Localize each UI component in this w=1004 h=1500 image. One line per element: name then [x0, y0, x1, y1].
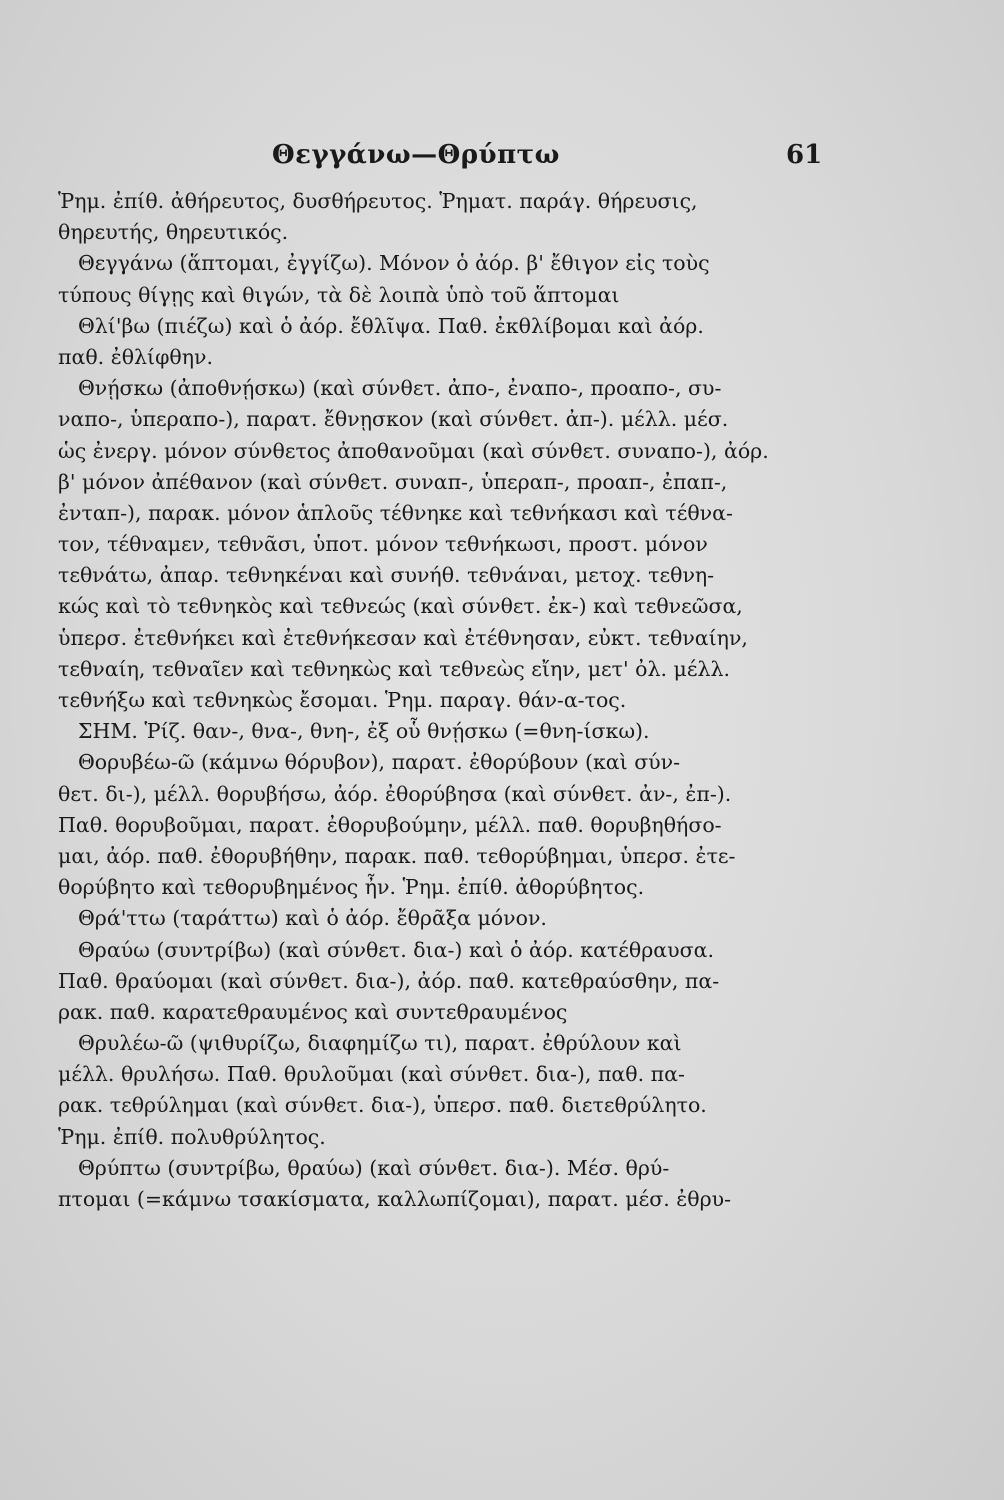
text-line: ρακ. παθ. καρατεθραυμένος καὶ συντεθραυμένος [58, 999, 568, 1024]
text-line: ἐνταπ-), παρακ. μόνον ἁπλοῦς τέθνηκε καὶ τεθνήκασι καὶ τέθνα- [58, 500, 733, 525]
text-line: ΣΗΜ. Ῥίζ. θαν-, θνα-, θνη-, ἐξ οὗ θνῄσκω (=θνη-ίσκω). [78, 719, 650, 744]
text-line: τεθνάτω, ἀπαρ. τεθνηκέναι καὶ συνήθ. τεθνάναι, μετοχ. τεθνη- [58, 563, 715, 588]
text-line: Θρά'ττω (ταράττω) καὶ ὁ ἀόρ. ἔθρᾶξα μόνον. [78, 906, 547, 931]
text-line: Ῥημ. ἐπίθ. ἀθήρευτος, δυσθήρευτος. Ῥηματ. παράγ. θήρευσις, [58, 189, 698, 213]
text-line: ὑπερσ. ἐτεθνήκει καὶ ἐτεθνήκεσαν καὶ ἐτέθνησαν, εὐκτ. τεθναίην, [58, 625, 748, 650]
text-line: μέλλ. θρυλήσω. Παθ. θρυλοῦμαι (καὶ σύνθετ. δια-), παθ. πα- [58, 1062, 685, 1087]
dictionary-body [58, 186, 848, 1215]
page-header [0, 140, 1004, 176]
text-line: Θραύω (συντρίβω) (καὶ σύνθετ. δια-) καὶ ὁ ἀόρ. κατέθραυσα. [78, 937, 714, 962]
text-line: θορύβητο καὶ τεθορυβημένος ἦν. Ῥημ. ἐπίθ. ἀθορύβητος. [58, 875, 645, 900]
text-line: ναπο-, ὑπεραπο-), παρατ. ἔθνῃσκον (καὶ σύνθετ. ἀπ-). μέλλ. μέσ. [58, 407, 729, 432]
text-line: τύπους θίγῃς καὶ θιγών, τὰ δὲ λοιπὰ ὑπὸ τοῦ ἅπτομαι [58, 282, 620, 307]
text-line: θετ. δι-), μέλλ. θορυβήσω, ἀόρ. ἐθορύβησα (καὶ σύνθετ. ἀν-, ἐπ-). [58, 781, 732, 806]
text-line: Θεγγάνω (ἅπτομαι, ἐγγίζω). Μόνον ὁ ἀόρ. β' ἔθιγον εἰς τοὺς [78, 251, 710, 276]
text-line: Θορυβέω-ῶ (κάμνω θόρυβον), παρατ. ἐθορύβουν (καὶ σύν- [78, 750, 681, 775]
text-line: μαι, ἀόρ. παθ. ἐθορυβήθην, παρακ. παθ. τεθορύβημαι, ὑπερσ. ἐτε- [58, 843, 736, 868]
text-line: τον, τέθναμεν, τεθνᾶσι, ὑποτ. μόνον τεθνήκωσι, προστ. μόνον [58, 532, 708, 557]
text-line: Θρύπτω (συντρίβω, θραύω) (καὶ σύνθετ. δια-). Μέσ. θρύ- [78, 1155, 670, 1180]
text-line: Θλί'βω (πιέζω) καὶ ὁ ἀόρ. ἔθλῖψα. Παθ. ἐκθλίβομαι καὶ ἀόρ. [78, 313, 704, 338]
text-line: τεθνήξω καὶ τεθνηκὼς ἔσομαι. Ῥημ. παραγ. θάν-α-τος. [58, 688, 627, 712]
text-line: ρακ. τεθρύλημαι (καὶ σύνθετ. δια-), ὑπερσ. παθ. διετεθρύλητο. [58, 1093, 707, 1118]
text-line: πτομαι (=κάμνω τσακίσματα, καλλωπίζομαι), παρατ. μέσ. ἐθρυ- [58, 1187, 732, 1211]
text-line: θηρευτής, θηρευτικός. [58, 220, 289, 245]
text-line: Ῥημ. ἐπίθ. πολυθρύλητος. [58, 1124, 326, 1149]
text-line: Θρυλέω-ῶ (ψιθυρίζω, διαφημίζω τι), παρατ. ἐθρύλουν καὶ [78, 1031, 682, 1056]
page-number: 61 [786, 140, 823, 170]
text-line: Παθ. θορυβοῦμαι, παρατ. ἐθορυβούμην, μέλλ. παθ. θορυβηθήσο- [58, 812, 722, 837]
text-line: παθ. ἐθλίφθην. [58, 344, 214, 369]
text-line: κώς καὶ τὸ τεθνηκὸς καὶ τεθνεώς (καὶ σύνθετ. ἐκ-) καὶ τεθνεῶσα, [58, 594, 743, 619]
text-line: ὡς ἐνεργ. μόνον σύνθετος ἀποθανοῦμαι (καὶ σύνθετ. συναπο-), ἀόρ. [58, 438, 769, 463]
running-head: Θεγγάνω—Θρύπτω [272, 140, 560, 170]
text-line: Παθ. θραύομαι (καὶ σύνθετ. δια-), ἀόρ. παθ. κατεθραύσθην, πα- [58, 968, 720, 993]
text-line: β' μόνον ἀπέθανον (καὶ σύνθετ. συναπ-, ὑπεραπ-, προαπ-, ἐπαπ-, [58, 469, 728, 494]
text-line: Θνῄσκω (ἀποθνῄσκω) (καὶ σύνθετ. ἀπο-, ἐναπο-, προαπο-, συ- [78, 376, 722, 401]
text-line: τεθναίη, τεθναῖεν καὶ τεθνηκὼς καὶ τεθνεὼς εἴην, μετ' ὀλ. μέλλ. [58, 656, 730, 681]
